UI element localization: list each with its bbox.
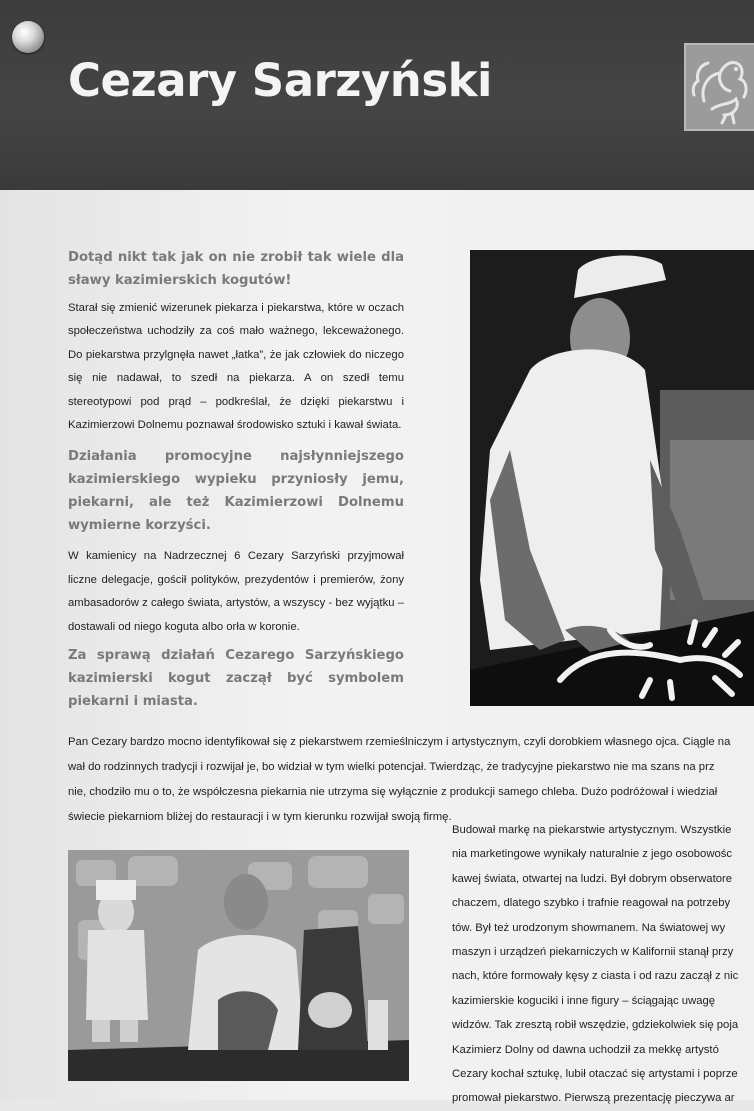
screw-icon: [12, 21, 44, 53]
sculptures-photo: [68, 850, 409, 1081]
header-band: [0, 0, 754, 190]
wide-paragraph-line: świecie piekarniom bliżej do restauracji i w tym kierunku rozwijał swoją firmę.: [68, 811, 452, 823]
left-text-column: [68, 246, 404, 713]
right-paragraph-line: kawej świata, otwartej na ludzi. Był dobrym obserwatore: [452, 872, 733, 885]
section1-body: Starał się zmienić wizerunek piekarza i piekarstwa, które w oczach społeczeństwa uchodziły za coś mało ważnego, lekceważonego. Do piekarstwa przylgnęła nawet „łatka”, że jak człowiek do niczego się nie nadawał, to szedł na piekarza. A on szedł temu stereotypowi pod prąd – podkreślał, że dzięki piekarstwu i Kazimierzowi Dolnemu poznawał środowisko sztuki i kawał świata.: [68, 302, 404, 432]
right-paragraph-line: Budował markę na piekarstwie artystycznym. Wszystkie: [452, 824, 732, 836]
section2-heading: Działania promocyjne najsłynniejszego kazimierskiego wypieku przyniosły jemu, piekarni, ale też Kazimierzowi Dolnemu wymierne korzyści.: [68, 449, 404, 534]
right-paragraph-line: nach, które formowały kęsy z ciasta i od razu zaczął z nic: [452, 970, 739, 983]
section3-heading: Za sprawą działań Cezarego Sarzyńskiego kazimierski kogut zaczął być symbolem piekarni i miasta.: [68, 648, 404, 710]
right-paragraph-line: promował piekarstwo. Pierwszą prezentację pieczywa ar: [452, 1092, 735, 1105]
wide-paragraph-line: wał do rodzinnych tradycji i rozwijał je, bo widział w tym wielki potencjał. Twierdząc, że tradycyjne piekarstwo nie ma szans na prz: [68, 761, 715, 773]
wide-paragraph-line: Pan Cezary bardzo mocno identyfikował się z piekarstwem rzemieślniczym i artystycznym, czyli dorobkiem własnego ojca. Ciągle na: [68, 736, 731, 748]
baker-photo: [470, 250, 754, 706]
right-paragraph-line: chaczem, dlatego szybko i trafnie reagował na potrzeby: [452, 897, 731, 910]
right-paragraph-line: kazimierskie koguciki i inne figury – ściągając uwagę: [452, 994, 716, 1007]
right-paragraph-line: Cezary kochał sztukę, lubił otaczać się artystami i poprze: [452, 1068, 738, 1081]
wide-paragraph: [68, 730, 754, 830]
right-paragraph-line: nia marketingowe wynikały naturalnie z jego osobowośc: [452, 848, 733, 861]
section1-heading: Dotąd nikt tak jak on nie zrobił tak wiele dla sławy kazimierskich kogutów!: [68, 250, 404, 288]
right-paragraph-line: maszyn i urządzeń piekarniczych w Kalifornii stanął przy: [452, 946, 734, 959]
right-paragraph-line: widzów. Tak zresztą robił wszędzie, gdziekolwiek się poja: [452, 1019, 739, 1032]
section2-body: W kamienicy na Nadrzecznej 6 Cezary Sarzyński przyjmował liczne delegacje, gościł polityków, prezydentów i premierów, żony ambasadorów z całego świata, artystów, a wszyscy - bez wyjątku – dostawali od niego koguta albo orła w koronie.: [68, 550, 404, 633]
page-title: Cezary Sarzyński: [68, 54, 492, 107]
right-paragraph: [452, 818, 738, 1111]
right-paragraph-line: tów. Był też urodzonym showmanem. Na światowej wy: [452, 921, 726, 934]
rooster-logo-icon: [684, 43, 754, 131]
wide-paragraph-line: nie, chodziło mu o to, że współczesna piekarnia nie utrzyma się wyłącznie z produkcji samego chleba. Dużo podróżował i wiedział: [68, 786, 718, 798]
right-paragraph-line: Kazimierz Dolny od dawna uchodził za mekkę artystó: [452, 1043, 719, 1056]
